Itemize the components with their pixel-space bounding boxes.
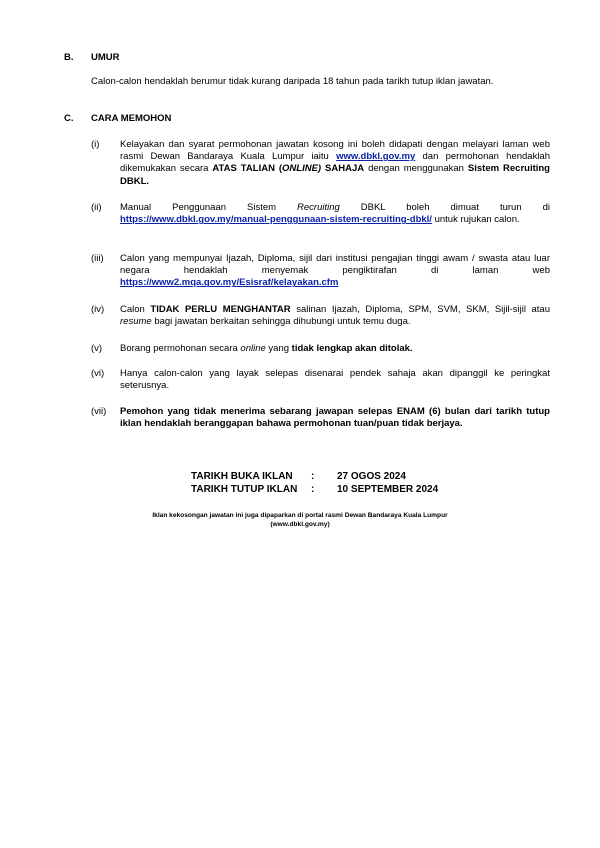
advert-dates (191, 470, 438, 496)
item-vii-text: Pemohon yang tidak menerima sebarang jawapan selepas ENAM (6) bulan dari tarikh tutup iklan hendaklah beranggapan bahawa permohonan tuan/puan tidak berjaya. (120, 406, 550, 430)
item-iv-text: Calon TIDAK PERLU MENGHANTAR salinan Ijazah, Diploma, SPM, SVM, SKM, Sijil-sijil atau resume bagi jawatan berkaitan sehingga dihubungi untuk temu duga. (120, 304, 551, 328)
item-i-text: Kelayakan dan syarat permohonan jawatan kosong ini boleh didapati dengan melayari laman web rasmi Dewan Bandaraya Kuala Lumpur iaitu www.dbkl.gov.my dan permohonan hendaklah dikemukakan secara ATAS TALIAN (ONLINE) SAHAJA dengan menggunakan Sistem Recruiting DBKL. (120, 139, 550, 187)
item-number: (iii) (91, 253, 104, 264)
mqa-link[interactable]: https://www2.mqa.gov.my/Esisraf/kelayakan.cfm (120, 277, 339, 289)
item-iii-text: Calon yang mempunyai Ijazah, Diploma, sijil dari institusi pengajian tinggi awam / swasta atau luar negara hendaklah menyemak pengiktirafan di laman web https://www2.mqa.gov.my/Esisraf/kelayakan.cfm (120, 253, 550, 289)
footnote-line-1: Iklan kekosongan jawatan ini juga dipaparkan di portal rasmi Dewan Bandaraya Kuala Lumpur (152, 512, 448, 519)
section-b-title: UMUR (91, 52, 120, 63)
item-number: (vii) (91, 406, 107, 417)
item-number: (iv) (91, 304, 105, 315)
item-number: (ii) (91, 202, 102, 213)
item-ii-text: Manual Penggunaan Sistem Recruiting DBKL boleh dimuat turun di https://www.dbkl.gov.my/manual-penggunaan-sistem-recruiting-dbkl/ untuk rujukan calon. (120, 202, 550, 226)
open-date-value: 27 OGOS 2024 (337, 471, 406, 482)
open-date-row (191, 470, 438, 483)
footnote (100, 511, 500, 529)
close-date-label: TARIKH TUTUP IKLAN (191, 484, 298, 495)
dbkl-website-link[interactable]: www.dbkl.gov.my (336, 151, 416, 163)
section-b-letter: B. (64, 52, 74, 63)
section-b-text: Calon-calon hendaklah berumur tidak kurang daripada 18 tahun pada tarikh tutup iklan jawatan. (91, 76, 494, 87)
close-date-value: 10 SEPTEMBER 2024 (337, 484, 439, 495)
manual-download-link[interactable]: https://www.dbkl.gov.my/manual-penggunaan-sistem-recruiting-dbkl/ (120, 214, 432, 226)
section-c-letter: C. (64, 113, 74, 124)
footnote-line-2: (www.dbkl.gov.my) (270, 521, 330, 528)
item-v-text: Borang permohonan secara online yang tidak lengkap akan ditolak. (120, 343, 413, 354)
open-date-label: TARIKH BUKA IKLAN (191, 471, 293, 482)
section-c-title: CARA MEMOHON (91, 113, 172, 124)
item-number: (v) (91, 343, 103, 354)
item-number: (vi) (91, 368, 105, 379)
item-number: (i) (91, 139, 100, 150)
date-separator: : (311, 484, 315, 495)
date-separator: : (311, 471, 315, 482)
item-vi-text: Hanya calon-calon yang layak selepas disenarai pendek sahaja akan dipanggil ke peringkat seterusnya. (120, 368, 550, 392)
close-date-row (191, 483, 438, 496)
